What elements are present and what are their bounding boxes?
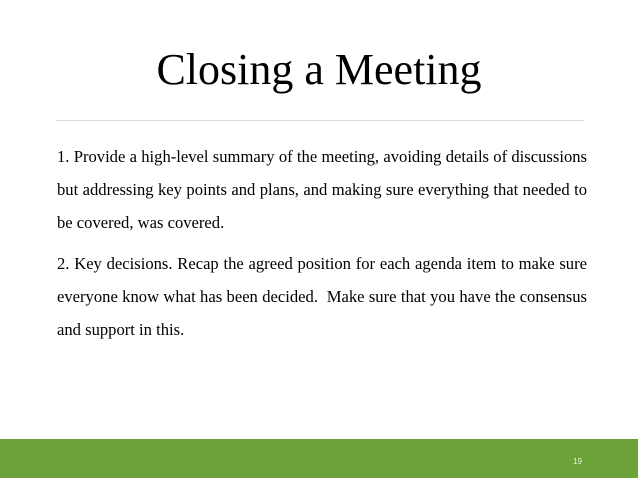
slide-title: Closing a Meeting — [156, 45, 482, 94]
paragraph-summary: 1. Provide a high-level summary of the meeting, avoiding details of discussions but addressing key points and plans, and making sure everything that needed to be covered, was covered. — [57, 147, 587, 232]
slide-body — [57, 140, 587, 354]
page-number: 19 — [573, 457, 582, 466]
paragraph-key-decisions: 2. Key decisions. Recap the agreed position for each agenda item to make sure everyone know what has been decided. Make sure that you have the consensus and support in this. — [57, 254, 587, 339]
title-divider — [56, 120, 584, 121]
footer-bar — [0, 439, 638, 478]
